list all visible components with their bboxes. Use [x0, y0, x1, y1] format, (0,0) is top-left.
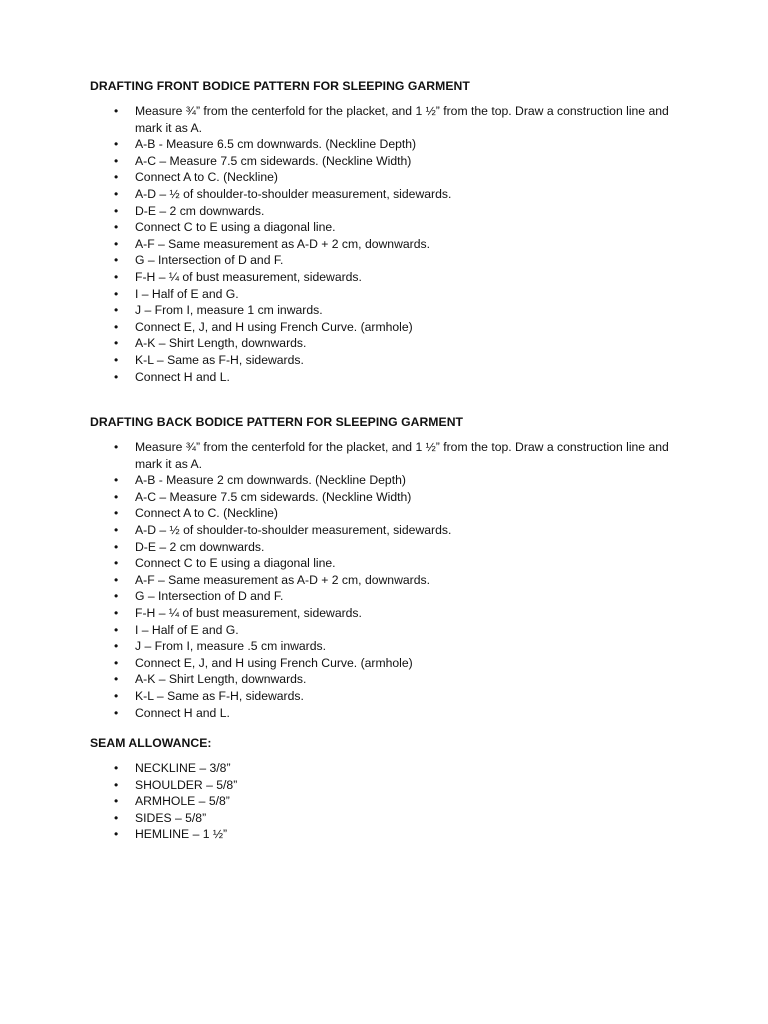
- back-bodice-steps: [90, 439, 690, 721]
- bullet-icon: •: [114, 186, 119, 201]
- list-item-text: A-D – ½ of shoulder-to-shoulder measurement, sidewards.: [135, 522, 452, 537]
- list-item-text: Connect H and L.: [135, 705, 230, 720]
- bullet-icon: •: [114, 506, 119, 521]
- list-item: [90, 655, 690, 672]
- bullet-icon: •: [114, 672, 119, 687]
- list-item: [90, 302, 690, 319]
- list-item: [90, 203, 690, 220]
- list-item: [90, 688, 690, 705]
- list-item-text: SHOULDER – 5/8”: [135, 777, 238, 792]
- bullet-icon: •: [114, 369, 119, 384]
- list-item-text: A-C – Measure 7.5 cm sidewards. (Neckline Width): [135, 489, 412, 504]
- bullet-icon: •: [114, 810, 119, 825]
- list-item: [90, 555, 690, 572]
- list-item-text: J – From I, measure .5 cm inwards.: [135, 639, 326, 654]
- list-item-text: D-E – 2 cm downwards.: [135, 539, 265, 554]
- list-item: [90, 489, 690, 506]
- list-item-text: D-E – 2 cm downwards.: [135, 203, 265, 218]
- seam-allowance-heading: SEAM ALLOWANCE:: [90, 736, 212, 750]
- list-item-text: J – From I, measure 1 cm inwards.: [135, 303, 323, 318]
- front-bodice-heading: DRAFTING FRONT BODICE PATTERN FOR SLEEPING GARMENT: [90, 79, 470, 93]
- list-item-text: Connect C to E using a diagonal line.: [135, 556, 336, 571]
- list-item-text: A-B - Measure 2 cm downwards. (Neckline Depth): [135, 473, 406, 488]
- bullet-icon: •: [114, 794, 119, 809]
- list-item: [90, 539, 690, 556]
- back-bodice-heading: DRAFTING BACK BODICE PATTERN FOR SLEEPING GARMENT: [90, 415, 464, 429]
- list-item-text: Measure ¾” from the centerfold for the placket, and 1 ½” from the top. Draw a construction line and mark it as A.: [135, 440, 669, 471]
- seam-allowance-list: [90, 760, 690, 843]
- bullet-icon: •: [114, 655, 119, 670]
- bullet-icon: •: [114, 170, 119, 185]
- bullet-icon: •: [114, 352, 119, 367]
- list-item-text: ARMHOLE – 5/8”: [135, 794, 230, 809]
- bullet-icon: •: [114, 572, 119, 587]
- seam-allowance-section: [90, 736, 690, 843]
- list-item: [90, 605, 690, 622]
- bullet-icon: •: [114, 319, 119, 334]
- list-item: [90, 369, 690, 386]
- front-bodice-steps: [90, 103, 690, 385]
- list-item: [90, 572, 690, 589]
- list-item: [90, 439, 690, 472]
- list-item-text: A-B - Measure 6.5 cm downwards. (Neckline Depth): [135, 137, 417, 152]
- list-item-text: Connect E, J, and H using French Curve. (armhole): [135, 655, 413, 670]
- list-item-text: Connect E, J, and H using French Curve. (armhole): [135, 319, 413, 334]
- list-item-text: Connect H and L.: [135, 369, 230, 384]
- bullet-icon: •: [114, 605, 119, 620]
- bullet-icon: •: [114, 303, 119, 318]
- list-item: [90, 153, 690, 170]
- list-item: [90, 219, 690, 236]
- bullet-icon: •: [114, 522, 119, 537]
- bullet-icon: •: [114, 688, 119, 703]
- list-item: [90, 136, 690, 153]
- list-item: [90, 472, 690, 489]
- bullet-icon: •: [114, 556, 119, 571]
- list-item-text: NECKLINE – 3/8”: [135, 761, 231, 775]
- list-item: [90, 505, 690, 522]
- list-item-text: SIDES – 5/8”: [135, 810, 207, 825]
- bullet-icon: •: [114, 440, 119, 454]
- list-item-text: F-H – ¼ of bust measurement, sidewards.: [135, 605, 362, 620]
- list-item: [90, 671, 690, 688]
- list-item-text: F-H – ¼ of bust measurement, sidewards.: [135, 269, 362, 284]
- bullet-icon: •: [114, 705, 119, 720]
- list-item-text: A-C – Measure 7.5 cm sidewards. (Neckline Width): [135, 153, 412, 168]
- list-item: [90, 810, 690, 827]
- front-bodice-section: [90, 79, 690, 385]
- bullet-icon: •: [114, 777, 119, 792]
- bullet-icon: •: [114, 236, 119, 251]
- list-item-text: HEMLINE – 1 ½”: [135, 827, 228, 842]
- list-item-text: K-L – Same as F-H, sidewards.: [135, 352, 304, 367]
- list-item: [90, 286, 690, 303]
- list-item-text: A-F – Same measurement as A-D + 2 cm, downwards.: [135, 236, 430, 251]
- list-item-text: A-D – ½ of shoulder-to-shoulder measurement, sidewards.: [135, 186, 452, 201]
- list-item: [90, 236, 690, 253]
- list-item: [90, 103, 690, 136]
- list-item: [90, 522, 690, 539]
- list-item-text: A-K – Shirt Length, downwards.: [135, 672, 307, 687]
- bullet-icon: •: [114, 286, 119, 301]
- list-item-text: G – Intersection of D and F.: [135, 589, 284, 604]
- list-item-text: K-L – Same as F-H, sidewards.: [135, 688, 304, 703]
- bullet-icon: •: [114, 589, 119, 604]
- list-item: [90, 588, 690, 605]
- list-item: [90, 793, 690, 810]
- bullet-icon: •: [114, 203, 119, 218]
- bullet-icon: •: [114, 137, 119, 152]
- list-item-text: A-K – Shirt Length, downwards.: [135, 336, 307, 351]
- list-item-text: I – Half of E and G.: [135, 286, 239, 301]
- list-item: [90, 252, 690, 269]
- bullet-icon: •: [114, 622, 119, 637]
- list-item: [90, 335, 690, 352]
- bullet-icon: •: [114, 489, 119, 504]
- list-item: [90, 186, 690, 203]
- bullet-icon: •: [114, 539, 119, 554]
- bullet-icon: •: [114, 639, 119, 654]
- bullet-icon: •: [114, 104, 119, 118]
- list-item-text: G – Intersection of D and F.: [135, 253, 284, 268]
- list-item-text: Connect A to C. (Neckline): [135, 506, 278, 521]
- list-item-text: Connect C to E using a diagonal line.: [135, 220, 336, 235]
- list-item: [90, 638, 690, 655]
- bullet-icon: •: [114, 220, 119, 235]
- bullet-icon: •: [114, 269, 119, 284]
- list-item-text: I – Half of E and G.: [135, 622, 239, 637]
- list-item-text: A-F – Same measurement as A-D + 2 cm, downwards.: [135, 572, 430, 587]
- bullet-icon: •: [114, 473, 119, 488]
- bullet-icon: •: [114, 827, 119, 842]
- list-item: [90, 319, 690, 336]
- list-item: [90, 269, 690, 286]
- bullet-icon: •: [114, 761, 119, 775]
- bullet-icon: •: [114, 153, 119, 168]
- list-item-text: Connect A to C. (Neckline): [135, 170, 278, 185]
- list-item: [90, 777, 690, 794]
- list-item: [90, 760, 690, 777]
- back-bodice-section: [90, 415, 690, 721]
- list-item-text: Measure ¾” from the centerfold for the placket, and 1 ½” from the top. Draw a construction line and mark it as A.: [135, 104, 669, 135]
- list-item: [90, 169, 690, 186]
- bullet-icon: •: [114, 253, 119, 268]
- list-item: [90, 622, 690, 639]
- list-item: [90, 826, 690, 843]
- list-item: [90, 352, 690, 369]
- bullet-icon: •: [114, 336, 119, 351]
- list-item: [90, 705, 690, 722]
